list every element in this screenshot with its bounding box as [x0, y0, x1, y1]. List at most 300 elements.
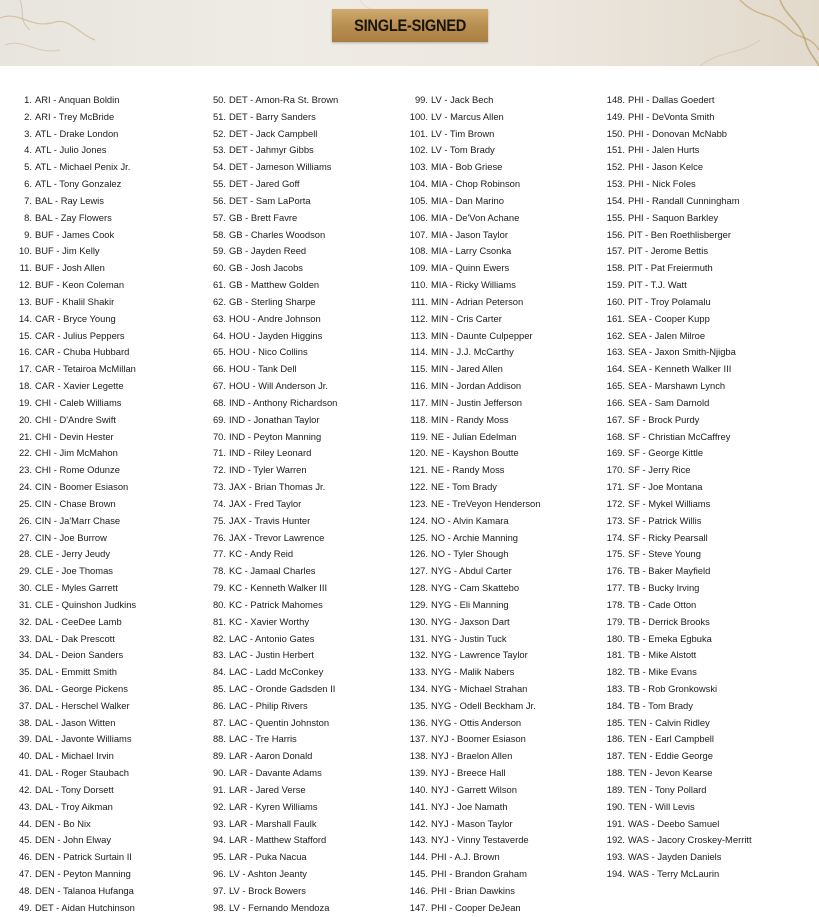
- list-item-text: HOU - Tank Dell: [229, 363, 297, 375]
- list-item-text: DAL - Tony Dorsett: [35, 783, 114, 795]
- list-item: [597, 429, 752, 446]
- list-item-text: ATL - Drake London: [35, 127, 119, 139]
- list-item: [8, 462, 136, 479]
- list-item: [597, 597, 752, 614]
- list-item-number: 73.: [212, 481, 226, 493]
- list-item: [400, 597, 540, 614]
- list-item-text: IND - Anthony Richardson: [229, 396, 338, 408]
- list-item-text: HOU - Nico Collins: [229, 346, 308, 358]
- list-item: [8, 883, 136, 900]
- list-item: [8, 614, 136, 631]
- list-item-text: JAX - Brian Thomas Jr.: [229, 481, 326, 493]
- list-item-number: 7.: [24, 194, 32, 206]
- list-item-number: 175.: [606, 548, 625, 560]
- list-item: [597, 210, 752, 227]
- list-item-number: 144.: [409, 851, 428, 863]
- list-item-text: PIT - Ben Roethlisberger: [628, 228, 732, 240]
- list-item-text: NE - Kayshon Boutte: [431, 447, 519, 459]
- list-item-text: TB - Bucky Irving: [628, 582, 700, 594]
- list-item-number: 137.: [409, 733, 428, 745]
- list-item: [400, 344, 540, 361]
- list-item-text: DET - Aidan Hutchinson: [35, 901, 135, 913]
- list-item-text: SEA - Sam Darnold: [628, 396, 710, 408]
- list-item: [202, 395, 338, 412]
- list-item: [8, 109, 136, 126]
- list-item-number: 161.: [606, 312, 625, 324]
- list-item: [8, 900, 136, 917]
- list-item-text: DET - Barry Sanders: [229, 110, 316, 122]
- list-item-number: 13.: [18, 295, 32, 307]
- list-item-text: DAL - Javonte Williams: [35, 733, 132, 745]
- list-item-text: NYG - Abdul Carter: [431, 565, 512, 577]
- list-item-text: TB - Derrick Brooks: [628, 615, 710, 627]
- list-item-number: 47.: [18, 868, 32, 880]
- list-item-number: 9.: [24, 228, 32, 240]
- list-item: [400, 849, 540, 866]
- list-item-text: NO - Archie Manning: [431, 531, 519, 543]
- list-item: [597, 563, 752, 580]
- list-item: [202, 530, 338, 547]
- list-item-text: KC - Xavier Worthy: [229, 615, 310, 627]
- list-item-text: LAR - Puka Nacua: [229, 851, 307, 863]
- list-item: [597, 344, 752, 361]
- list-item-number: 15.: [18, 329, 32, 341]
- list-item-number: 174.: [606, 531, 625, 543]
- list-item-text: LAC - Quentin Johnston: [229, 716, 330, 728]
- list-item-number: 183.: [606, 682, 625, 694]
- list-item-number: 88.: [212, 733, 226, 745]
- list-item-text: MIN - Randy Moss: [431, 413, 509, 425]
- list-item-text: CLE - Joe Thomas: [35, 565, 113, 577]
- list-item-number: 92.: [212, 800, 226, 812]
- list-item-text: PHI - Brandon Graham: [431, 868, 527, 880]
- list-item: [597, 799, 752, 816]
- list-item-text: JAX - Trevor Lawrence: [229, 531, 325, 543]
- list-item-text: BUF - Keon Coleman: [35, 279, 125, 291]
- list-column-3: [400, 92, 540, 917]
- list-item: [597, 782, 752, 799]
- list-item-text: LAR - Marshall Faulk: [229, 817, 317, 829]
- list-item: [597, 748, 752, 765]
- list-item-text: SEA - Cooper Kupp: [628, 312, 710, 324]
- list-item: [8, 664, 136, 681]
- list-item: [597, 193, 752, 210]
- list-item-text: JAX - Fred Taylor: [229, 497, 302, 509]
- list-item: [8, 378, 136, 395]
- list-item-text: NYG - Michael Strahan: [431, 682, 528, 694]
- list-item-text: CAR - Bryce Young: [35, 312, 116, 324]
- list-item-number: 68.: [212, 396, 226, 408]
- list-item: [597, 395, 752, 412]
- list-item-text: LV - Tim Brown: [431, 127, 495, 139]
- list-item: [400, 193, 540, 210]
- list-item: [202, 883, 338, 900]
- list-item: [202, 479, 338, 496]
- list-item-text: PHI - Jason Kelce: [628, 161, 704, 173]
- list-item-text: CHI - Caleb Williams: [35, 396, 122, 408]
- list-item-number: 131.: [409, 632, 428, 644]
- list-item: [400, 664, 540, 681]
- list-item-number: 24.: [18, 481, 32, 493]
- list-item-number: 70.: [212, 430, 226, 442]
- list-item-number: 130.: [409, 615, 428, 627]
- list-item-text: NYG - Lawrence Taylor: [431, 649, 528, 661]
- list-item: [202, 681, 338, 698]
- list-item-text: LV - Fernando Mendoza: [229, 901, 330, 913]
- list-item-number: 180.: [606, 632, 625, 644]
- list-item-text: PHI - Donovan McNabb: [628, 127, 728, 139]
- list-item: [8, 647, 136, 664]
- list-item: [8, 126, 136, 143]
- list-item-number: 156.: [606, 228, 625, 240]
- list-item-text: BUF - Khalil Shakir: [35, 295, 115, 307]
- list-item: [202, 92, 338, 109]
- list-item: [202, 546, 338, 563]
- list-item-text: CLE - Jerry Jeudy: [35, 548, 111, 560]
- list-item: [202, 647, 338, 664]
- list-item: [597, 378, 752, 395]
- list-item-number: 117.: [410, 396, 428, 408]
- list-item-number: 193.: [606, 851, 625, 863]
- list-item-text: MIN - J.J. McCarthy: [431, 346, 514, 358]
- list-item: [202, 277, 338, 294]
- list-item: [400, 126, 540, 143]
- list-item-number: 74.: [212, 497, 226, 509]
- list-item-number: 97.: [212, 884, 226, 896]
- list-item: [8, 159, 136, 176]
- list-item-number: 171.: [606, 481, 625, 493]
- list-item-text: LAC - Antonio Gates: [229, 632, 315, 644]
- list-item-number: 158.: [606, 262, 625, 274]
- list-item-text: HOU - Andre Johnson: [229, 312, 321, 324]
- list-item-text: LAC - Oronde Gadsden II: [229, 682, 336, 694]
- list-item-text: WAS - Jacory Croskey-Merritt: [628, 834, 752, 846]
- list-item: [202, 429, 338, 446]
- list-item: [400, 647, 540, 664]
- list-item: [8, 311, 136, 328]
- list-item-text: DAL - Jason Witten: [35, 716, 116, 728]
- list-item-text: WAS - Terry McLaurin: [628, 868, 720, 880]
- list-item-text: TEN - Eddie George: [628, 750, 713, 762]
- list-item: [202, 344, 338, 361]
- list-item-text: KC - Kenneth Walker III: [229, 582, 328, 594]
- list-item-text: DAL - CeeDee Lamb: [35, 615, 122, 627]
- list-item-text: SEA - Jalen Milroe: [628, 329, 706, 341]
- list-item: [202, 765, 338, 782]
- list-item-text: DEN - Bo Nix: [35, 817, 91, 829]
- list-item-text: NYJ - Garrett Wilson: [431, 783, 517, 795]
- list-item-number: 191.: [606, 817, 625, 829]
- list-item-text: MIA - Bob Griese: [431, 161, 503, 173]
- list-item: [597, 109, 752, 126]
- list-item-text: DAL - Herschel Walker: [35, 699, 130, 711]
- list-item: [597, 328, 752, 345]
- list-item: [8, 530, 136, 547]
- list-item: [597, 731, 752, 748]
- list-item: [597, 294, 752, 311]
- list-item-number: 52.: [212, 127, 226, 139]
- list-item-number: 133.: [409, 666, 428, 678]
- list-item-text: MIA - Ricky Williams: [431, 279, 516, 291]
- list-item: [400, 294, 540, 311]
- list-item-text: CHI - D'Andre Swift: [35, 413, 116, 425]
- list-item-number: 170.: [606, 464, 625, 476]
- list-item-text: JAX - Travis Hunter: [229, 514, 311, 526]
- list-item-number: 67.: [212, 380, 226, 392]
- list-item: [8, 765, 136, 782]
- list-item-text: DET - Sam LaPorta: [229, 194, 311, 206]
- list-item-number: 155.: [606, 211, 625, 223]
- list-item-text: KC - Patrick Mahomes: [229, 598, 323, 610]
- list-item-number: 40.: [18, 750, 32, 762]
- list-item: [400, 816, 540, 833]
- list-item-number: 128.: [409, 582, 428, 594]
- list-item-number: 103.: [409, 161, 428, 173]
- list-item-text: MIN - Justin Jefferson: [431, 396, 523, 408]
- list-item-text: SEA - Marshawn Lynch: [628, 380, 726, 392]
- list-item: [8, 412, 136, 429]
- list-item-number: 165.: [606, 380, 625, 392]
- list-item: [8, 277, 136, 294]
- list-item: [8, 395, 136, 412]
- list-item-number: 184.: [606, 699, 625, 711]
- list-item-number: 107.: [409, 228, 428, 240]
- list-item-text: BUF - Jim Kelly: [35, 245, 100, 257]
- list-item-text: SF - George Kittle: [628, 447, 704, 459]
- list-item: [202, 496, 338, 513]
- list-item: [400, 445, 540, 462]
- list-item: [8, 731, 136, 748]
- list-item-number: 57.: [212, 211, 226, 223]
- list-item-number: 4.: [24, 144, 32, 156]
- list-item: [202, 580, 338, 597]
- list-column-2: [202, 92, 338, 917]
- list-item-number: 108.: [409, 245, 428, 257]
- list-item-text: MIA - Chop Robinson: [431, 178, 521, 190]
- list-item: [597, 277, 752, 294]
- list-item-number: 58.: [212, 228, 226, 240]
- list-item: [8, 563, 136, 580]
- list-item-number: 37.: [18, 699, 32, 711]
- list-item-number: 17.: [18, 363, 32, 375]
- list-item-number: 122.: [409, 481, 428, 493]
- list-item-number: 30.: [18, 582, 32, 594]
- list-item-text: GB - Charles Woodson: [229, 228, 326, 240]
- list-item-text: DAL - Emmitt Smith: [35, 666, 117, 678]
- list-item: [597, 614, 752, 631]
- title-badge: [332, 9, 488, 42]
- list-item-number: 95.: [212, 851, 226, 863]
- list-item-text: DAL - Michael Irvin: [35, 750, 114, 762]
- list-item-text: PIT - Pat Freiermuth: [628, 262, 713, 274]
- list-item: [400, 462, 540, 479]
- list-item-text: DEN - Talanoa Hufanga: [35, 884, 134, 896]
- list-item-text: LAR - Matthew Stafford: [229, 834, 327, 846]
- list-item-number: 44.: [18, 817, 32, 829]
- list-item: [400, 799, 540, 816]
- list-item-number: 20.: [18, 413, 32, 425]
- list-item-text: PIT - Jerome Bettis: [628, 245, 709, 257]
- list-item: [400, 563, 540, 580]
- list-item-text: CAR - Julius Peppers: [35, 329, 125, 341]
- list-item-text: NYJ - Vinny Testaverde: [431, 834, 529, 846]
- list-item-number: 65.: [212, 346, 226, 358]
- list-item: [597, 715, 752, 732]
- list-item-text: MIN - Jared Allen: [431, 363, 503, 375]
- list-item-number: 35.: [18, 666, 32, 678]
- list-item-text: NYJ - Joe Namath: [431, 800, 508, 812]
- list-item-number: 77.: [212, 548, 226, 560]
- list-item: [597, 227, 752, 244]
- list-item: [400, 866, 540, 883]
- list-item-number: 160.: [606, 295, 625, 307]
- list-item-number: 149.: [606, 110, 625, 122]
- list-item-text: BUF - James Cook: [35, 228, 115, 240]
- list-item: [597, 159, 752, 176]
- list-item-number: 129.: [409, 598, 428, 610]
- list-item-number: 76.: [212, 531, 226, 543]
- list-item-text: LAR - Jared Verse: [229, 783, 306, 795]
- list-item-text: TEN - Will Levis: [628, 800, 695, 812]
- list-item: [400, 546, 540, 563]
- list-item-text: IND - Peyton Manning: [229, 430, 322, 442]
- list-item-number: 12.: [18, 279, 32, 291]
- list-item-text: GB - Sterling Sharpe: [229, 295, 316, 307]
- list-item-text: SF - Joe Montana: [628, 481, 703, 493]
- list-item-text: ATL - Julio Jones: [35, 144, 107, 156]
- list-item-number: 125.: [409, 531, 428, 543]
- list-item-text: NO - Alvin Kamara: [431, 514, 509, 526]
- list-item-number: 105.: [409, 194, 428, 206]
- list-item: [597, 445, 752, 462]
- list-item-text: SF - Brock Purdy: [628, 413, 700, 425]
- list-item-number: 62.: [212, 295, 226, 307]
- list-item-text: PHI - Jalen Hurts: [628, 144, 700, 156]
- list-item: [8, 799, 136, 816]
- list-item-text: NYJ - Boomer Esiason: [431, 733, 526, 745]
- list-item-text: TEN - Tony Pollard: [628, 783, 707, 795]
- list-item-text: SF - Jerry Rice: [628, 464, 691, 476]
- list-item-number: 96.: [212, 868, 226, 880]
- list-item-text: ARI - Anquan Boldin: [35, 94, 120, 105]
- list-item-number: 34.: [18, 649, 32, 661]
- list-item: [8, 597, 136, 614]
- list-item-text: TB - Mike Alstott: [628, 649, 697, 661]
- list-item-number: 32.: [18, 615, 32, 627]
- list-item-text: DAL - Dak Prescott: [35, 632, 115, 644]
- list-item-number: 41.: [18, 767, 32, 779]
- list-item-text: NE - Julian Edelman: [431, 430, 517, 442]
- list-item: [8, 210, 136, 227]
- list-item: [597, 479, 752, 496]
- page-title: SINGLE-SIGNED: [353, 15, 466, 35]
- list-item-number: 109.: [409, 262, 428, 274]
- list-item-text: NYG - Malik Nabers: [431, 666, 515, 678]
- list-item-text: CAR - Chuba Hubbard: [35, 346, 130, 358]
- list-item-text: NYG - Eli Manning: [431, 598, 509, 610]
- list-item-text: HOU - Jayden Higgins: [229, 329, 323, 341]
- list-column-4: [597, 92, 752, 883]
- list-item-text: NE - Tom Brady: [431, 481, 497, 493]
- list-item: [400, 900, 540, 917]
- list-item-number: 23.: [18, 464, 32, 476]
- list-item-number: 194.: [606, 868, 625, 880]
- list-item: [202, 294, 338, 311]
- list-item: [400, 429, 540, 446]
- list-item-number: 29.: [18, 565, 32, 577]
- list-item-text: NE - TreVeyon Henderson: [431, 497, 541, 509]
- list-item-text: CAR - Tetairoa McMillan: [35, 363, 136, 375]
- list-item-number: 106.: [409, 211, 428, 223]
- list-item-text: SF - Ricky Pearsall: [628, 531, 708, 543]
- list-item-text: TB - Tom Brady: [628, 699, 693, 711]
- list-item-number: 51.: [212, 110, 226, 122]
- list-item-text: CLE - Quinshon Judkins: [35, 598, 137, 610]
- list-item: [8, 681, 136, 698]
- list-item-number: 148.: [606, 94, 625, 105]
- list-item-number: 162.: [606, 329, 625, 341]
- list-item-text: LAC - Tre Harris: [229, 733, 297, 745]
- list-item: [400, 328, 540, 345]
- list-item-number: 53.: [212, 144, 226, 156]
- list-item: [597, 142, 752, 159]
- list-item-text: SEA - Jaxon Smith-Njigba: [628, 346, 736, 358]
- list-item: [202, 849, 338, 866]
- list-item: [8, 227, 136, 244]
- list-item-number: 159.: [606, 279, 625, 291]
- list-item-number: 56.: [212, 194, 226, 206]
- list-item-number: 187.: [606, 750, 625, 762]
- list-item: [202, 210, 338, 227]
- list-item-text: TEN - Calvin Ridley: [628, 716, 710, 728]
- list-item: [202, 597, 338, 614]
- list-item-number: 94.: [212, 834, 226, 846]
- list-item: [8, 193, 136, 210]
- list-item-number: 22.: [18, 447, 32, 459]
- list-item-number: 80.: [212, 598, 226, 610]
- list-item-number: 31.: [18, 598, 32, 610]
- list-item: [597, 462, 752, 479]
- list-item-text: CIN - Chase Brown: [35, 497, 116, 509]
- list-item-number: 28.: [18, 548, 32, 560]
- list-item-text: HOU - Will Anderson Jr.: [229, 380, 328, 392]
- list-item: [202, 176, 338, 193]
- list-item-number: 84.: [212, 666, 226, 678]
- list-item: [400, 681, 540, 698]
- list-item-number: 26.: [18, 514, 32, 526]
- list-item-number: 79.: [212, 582, 226, 594]
- list-item: [400, 631, 540, 648]
- list-item-number: 81.: [212, 615, 226, 627]
- list-item-text: SF - Christian McCaffrey: [628, 430, 731, 442]
- list-item: [202, 462, 338, 479]
- list-item-text: MIN - Cris Carter: [431, 312, 502, 324]
- list-item-number: 25.: [18, 497, 32, 509]
- list-item-number: 181.: [606, 649, 625, 661]
- list-item-text: CHI - Devin Hester: [35, 430, 114, 442]
- list-item: [202, 748, 338, 765]
- list-item-number: 82.: [212, 632, 226, 644]
- list-item: [597, 412, 752, 429]
- list-item-number: 101.: [409, 127, 428, 139]
- list-item: [597, 530, 752, 547]
- list-item: [202, 664, 338, 681]
- list-item-number: 75.: [212, 514, 226, 526]
- list-item-number: 121.: [409, 464, 428, 476]
- list-item-number: 21.: [18, 430, 32, 442]
- list-item-text: KC - Andy Reid: [229, 548, 294, 560]
- list-item: [202, 445, 338, 462]
